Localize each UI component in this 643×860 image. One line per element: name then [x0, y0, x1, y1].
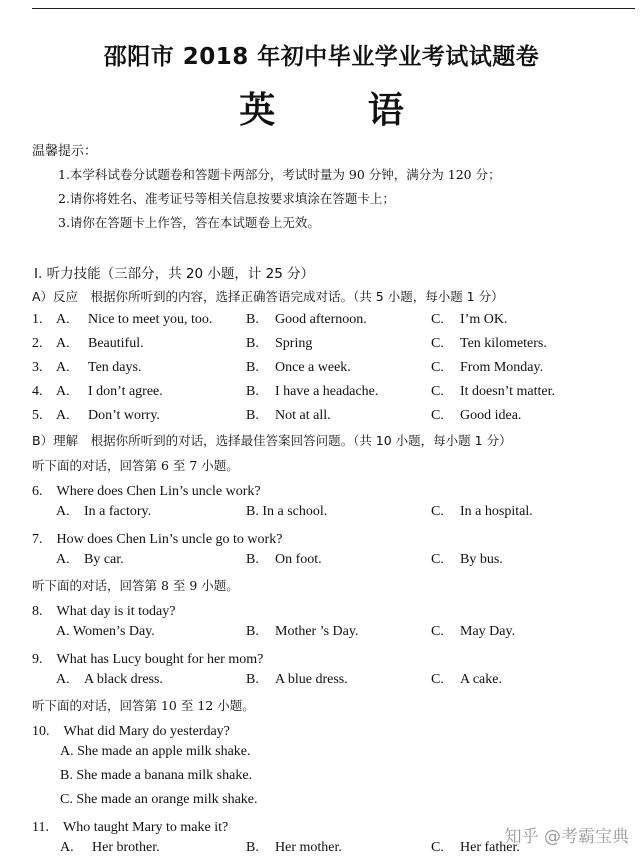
option-a-letter: A.: [56, 672, 70, 687]
option-c-text: Good idea.: [460, 408, 522, 423]
instruction-6-7: 听下面的对话，回答第 6 至 7 小题。: [32, 458, 239, 473]
option-a-text: Don’t worry.: [88, 408, 160, 423]
notes-heading: 温馨提示：: [32, 144, 98, 159]
option-c-letter: C.: [431, 360, 444, 375]
option-a-letter: A.: [56, 384, 70, 399]
note-item-2: 2.请你将姓名、准考证号等相关信息按要求填涂在答题卡上；: [58, 191, 395, 206]
question-1-row: [0, 312, 643, 332]
option-c-letter: C.: [431, 384, 444, 399]
question-number: 5.: [32, 408, 43, 423]
option-b-letter: B.: [246, 552, 259, 567]
watermark: 知乎 @考霸宝典: [504, 827, 629, 847]
question-3-row: [0, 360, 643, 380]
option-b-text: Mother ’s Day.: [275, 624, 359, 639]
question-number: 4.: [32, 384, 43, 399]
option-c-letter: C.: [431, 840, 444, 855]
option-c-letter: C.: [431, 552, 444, 567]
option-a-text: A black dress.: [84, 672, 163, 687]
option-b-letter: B.: [246, 312, 259, 327]
question-number: 3.: [32, 360, 43, 375]
option-c-text: May Day.: [460, 624, 516, 639]
option-a-text: By car.: [84, 552, 124, 567]
option-c-text: Ten kilometers.: [460, 336, 547, 351]
option-c-letter: C.: [431, 624, 444, 639]
option-b-letter: B.: [246, 840, 259, 855]
option-c-letter: C.: [431, 672, 444, 687]
question-7-options: [0, 552, 643, 572]
question-6-options: [0, 504, 643, 524]
option-b-letter: B.: [246, 384, 259, 399]
question-10: 10. What did Mary do yesterday?: [32, 724, 230, 739]
option-c-letter: C.: [431, 336, 444, 351]
option-a-text: Beautiful.: [88, 336, 144, 351]
option-c-letter: C.: [431, 504, 444, 519]
option-b-letter: B.: [246, 336, 259, 351]
subject-title: 英 语: [239, 90, 444, 131]
instruction-8-9: 听下面的对话，回答第 8 至 9 小题。: [32, 578, 239, 593]
question-number: 2.: [32, 336, 43, 351]
option-c-text: In a hospital.: [460, 504, 533, 519]
option-c-text: From Monday.: [460, 360, 544, 375]
question-6: 6. Where does Chen Lin’s uncle work?: [32, 484, 261, 499]
option-c-text: I’m OK.: [460, 312, 508, 327]
note-item-3: 3.请你在答题卡上作答，答在本试题卷上无效。: [58, 215, 320, 230]
option-a-text: In a factory.: [84, 504, 152, 519]
question-9-options: [0, 672, 643, 692]
option-a-letter: A.: [56, 360, 70, 375]
option-b-letter: B.: [246, 360, 259, 375]
option-a-text: Her brother.: [92, 840, 160, 855]
option-b-text: A blue dress.: [275, 672, 348, 687]
question-10-option-c: C. She made an orange milk shake.: [60, 792, 258, 807]
option-a-text: I don’t agree.: [88, 384, 163, 399]
instruction-10-12: 听下面的对话，回答第 10 至 12 小题。: [32, 698, 255, 713]
partB-title: B）理解 根据你所听到的对话，选择最佳答案回答问题。（共 10 小题，每小题 1 分）: [32, 433, 512, 448]
option-c-text: Her father.: [460, 840, 520, 855]
option-a-letter: A.: [56, 504, 70, 519]
option-a-letter: A.: [56, 552, 70, 567]
option-c-text: By bus.: [460, 552, 503, 567]
question-2-row: [0, 336, 643, 356]
question-11: 11. Who taught Mary to make it?: [32, 820, 229, 835]
option-b-letter: B.: [246, 408, 259, 423]
option-b-text: Once a week.: [275, 360, 351, 375]
question-7: 7. How does Chen Lin’s uncle go to work?: [32, 532, 283, 547]
option-c-text: A cake.: [460, 672, 502, 687]
option-a-letter: A.: [56, 312, 70, 327]
option-b-text: I have a headache.: [275, 384, 379, 399]
option-b-letter: B.: [246, 624, 259, 639]
note-item-1: 1.本学科试卷分试题卷和答题卡两部分，考试时量为 90 分钟，满分为 120 分；: [58, 167, 501, 182]
option-a-letter: A.: [60, 840, 74, 855]
option-b-text: Not at all.: [275, 408, 331, 423]
question-4-row: [0, 384, 643, 404]
section1-title: Ⅰ. 听力技能（三部分，共 20 小题，计 25 分）: [34, 266, 315, 282]
option-a-letter: A.: [56, 336, 70, 351]
option-a-letter: A.: [56, 408, 70, 423]
option-c-text: It doesn’t matter.: [460, 384, 555, 399]
top-rule: [32, 8, 635, 9]
option-b-text: Spring: [275, 336, 313, 351]
exam-title: 邵阳市 2018 年初中毕业学业考试试题卷: [103, 44, 540, 70]
partA-title: A）反应 根据你所听到的内容，选择正确答语完成对话。（共 5 小题，每小题 1 分）: [32, 289, 504, 304]
question-8: 8. What day is it today?: [32, 604, 176, 619]
question-number: 1.: [32, 312, 43, 327]
option-c-letter: C.: [431, 312, 444, 327]
option-a-text: Nice to meet you, too.: [88, 312, 213, 327]
question-5-row: [0, 408, 643, 428]
question-9: 9. What has Lucy bought for her mom?: [32, 652, 264, 667]
option-b-text: Her mother.: [275, 840, 342, 855]
question-10-option-b: B. She made a banana milk shake.: [60, 768, 253, 783]
question-10-option-a: A. She made an apple milk shake.: [60, 744, 251, 759]
option-a-text: Ten days.: [88, 360, 142, 375]
option-b-text: B. In a school.: [246, 504, 328, 519]
option-b-letter: B.: [246, 672, 259, 687]
option-b-text: On foot.: [275, 552, 322, 567]
option-c-letter: C.: [431, 408, 444, 423]
question-8-options: [0, 624, 643, 644]
option-b-text: Good afternoon.: [275, 312, 367, 327]
option-a-text: A. Women’s Day.: [56, 624, 155, 639]
